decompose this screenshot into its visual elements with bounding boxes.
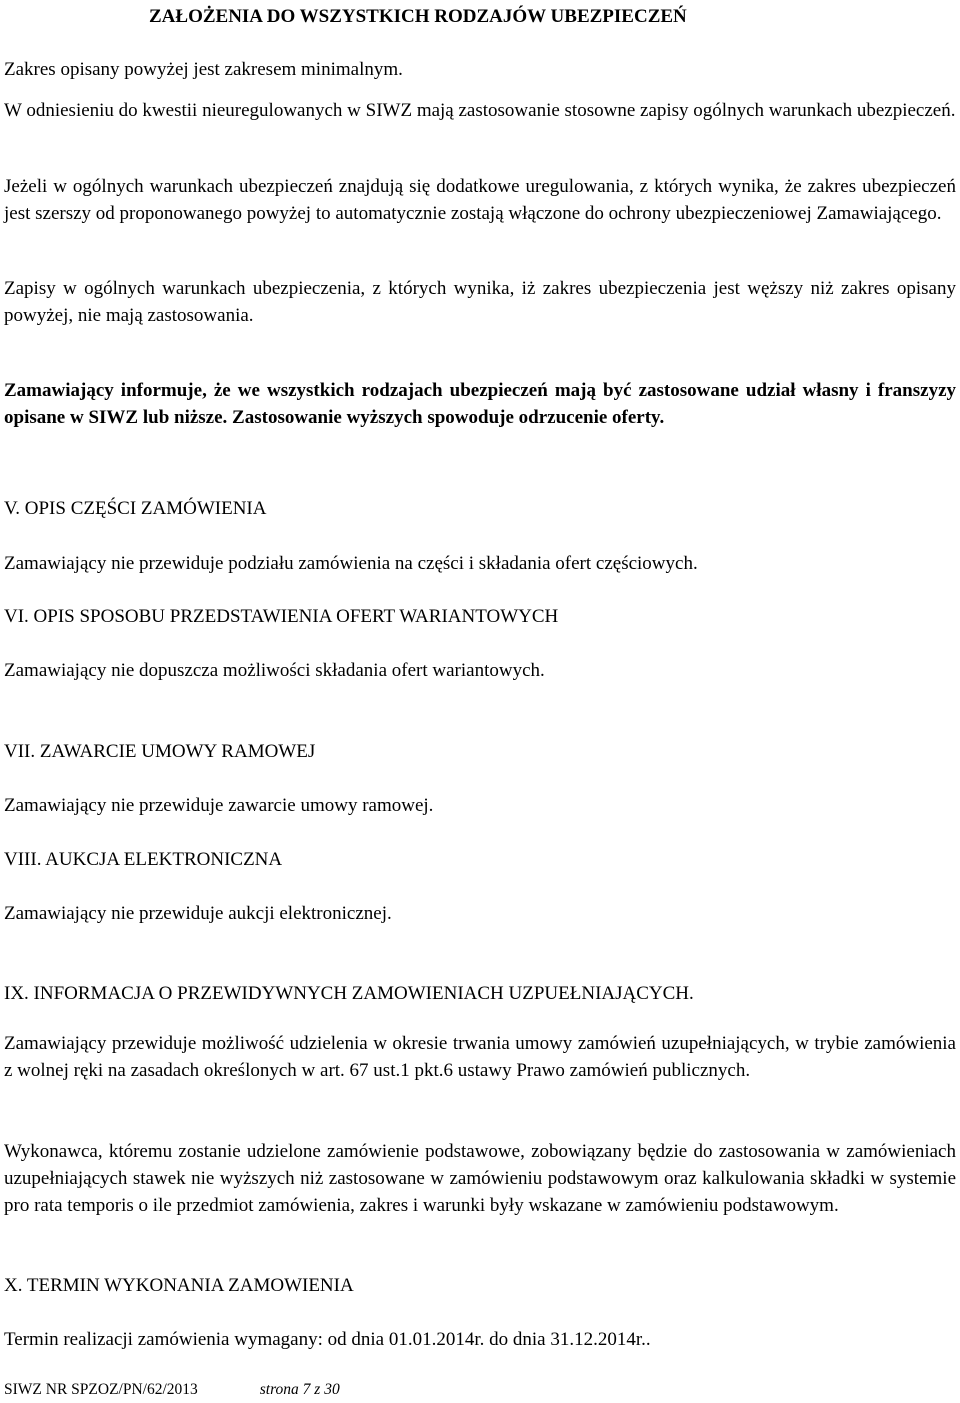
section-viii-text: Zamawiający nie przewiduje aukcji elektronicznej. (4, 903, 392, 924)
page-heading: ZAŁOŻENIA DO WSZYSTKICH RODZAJÓW UBEZPIECZEŃ (149, 6, 687, 27)
section-x-heading: X. TERMIN WYKONANIA ZAMOWIENIA (4, 1275, 354, 1296)
section-v-text: Zamawiający nie przewiduje podziału zamówienia na części i składania ofert częściowych. (4, 553, 698, 574)
paragraph-additional-regulations: Jeżeli w ogólnych warunkach ubezpieczeń znajdują się dodatkowe uregulowania, z których wynika, że zakres ubezpieczeń jest szerszy od proponowanego powyżej to automatycznie zostają włączone do ochrony ubezpieczeniowej Zamawiającego. (4, 176, 956, 224)
section-viii-heading: VIII. AUKCJA ELEKTRONICZNA (4, 849, 283, 870)
page-footer (4, 1380, 340, 1400)
section-x-text: Termin realizacji zamówienia wymagany: od dnia 01.01.2014r. do dnia 31.12.2014r.. (4, 1329, 651, 1350)
section-ix-paragraph-1: Zamawiający przewiduje możliwość udzielenia w okresie trwania umowy zamówień uzupełniających, w trybie zamówienia z wolnej ręki na zasadach określonych w art. 67 ust.1 pkt.6 ustawy Prawo zamówień publicznych. (4, 1033, 956, 1081)
section-vi-heading: VI. OPIS SPOSOBU PRZEDSTAWIENIA OFERT WARIANTOWYCH (4, 606, 559, 627)
section-ix-paragraph-2: Wykonawca, któremu zostanie udzielone zamówienie podstawowe, zobowiązany będzie do zastosowania w zamówieniach uzupełniających stawek nie wyższych niż zastosowane w zamówieniu podstawowym oraz kalkulowania składki w systemie pro rata temporis o ile przedmiot zamówienia, zakres i warunki były wskazane w zamówieniu podstawowym. (4, 1141, 956, 1216)
page-number: strona 7 z 30 (259, 1381, 340, 1398)
paragraph-minimum-scope: Zakres opisany powyżej jest zakresem minimalnym. (4, 59, 403, 80)
paragraph-unregulated: W odniesieniu do kwestii nieuregulowanych w SIWZ mają zastosowanie stosowne zapisy ogólnych warunkach ubezpieczeń. (4, 100, 956, 121)
section-vii-text: Zamawiający nie przewiduje zawarcie umowy ramowej. (4, 795, 434, 816)
section-v-heading: V. OPIS CZĘŚCI ZAMÓWIENIA (4, 498, 267, 519)
section-vii-heading: VII. ZAWARCIE UMOWY RAMOWEJ (4, 741, 316, 762)
paragraph-narrower-scope: Zapisy w ogólnych warunkach ubezpieczenia, z których wynika, iż zakres ubezpieczenia jest węższy niż zakres opisany powyżej, nie mają zastosowania. (4, 278, 956, 326)
section-ix-heading: IX. INFORMACJA O PRZEWIDYWNYCH ZAMOWIENIACH UZPUEŁNIAJĄCYCH. (4, 983, 694, 1004)
document-reference: SIWZ NR SPZOZ/PN/62/2013 (4, 1381, 198, 1398)
section-vi-text: Zamawiający nie dopuszcza możliwości składania ofert wariantowych. (4, 660, 545, 681)
paragraph-deductibles-notice: Zamawiający informuje, że we wszystkich rodzajach ubezpieczeń mają być zastosowane udział własny i franszyzy opisane w SIWZ lub niższe. Zastosowanie wyższych spowoduje odrzucenie oferty. (4, 380, 956, 428)
